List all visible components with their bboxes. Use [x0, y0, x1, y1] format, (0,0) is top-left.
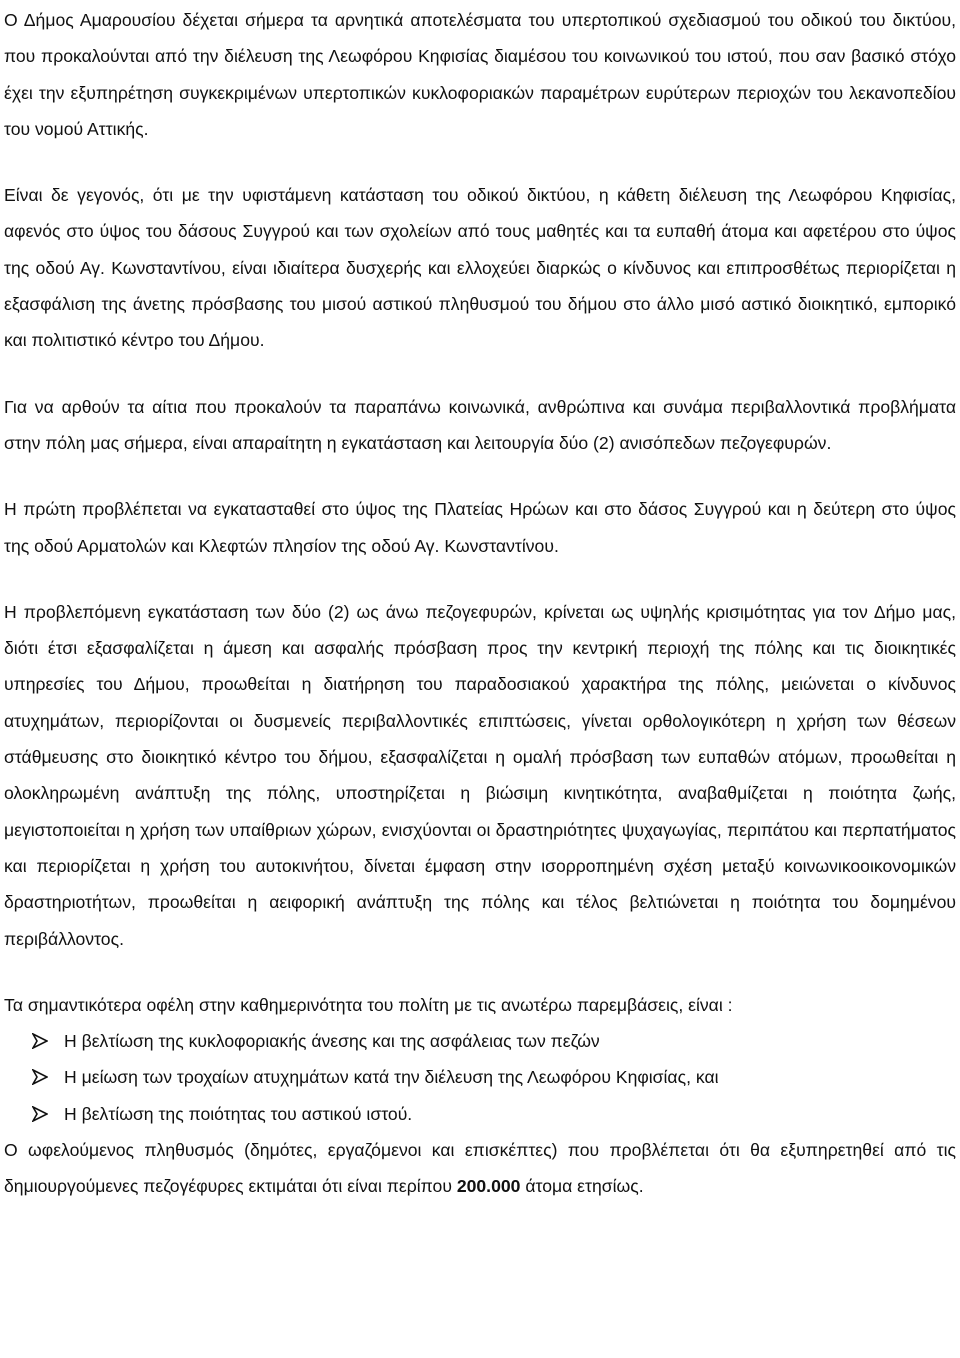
- paragraph-3: Για να αρθούν τα αίτια που προκαλούν τα παραπάνω κοινωνικά, ανθρώπινα και συνάμα περιβαλλοντικά προβλήματα στην πόλη μας σήμερα, είναι απαραίτητη η εγκατάσταση και λειτουργία δύο (2) ανισόπεδων πεζογεφυρών.: [4, 396, 956, 453]
- paragraph-4: Η πρώτη προβλέπεται να εγκατασταθεί στο ύψος της Πλατείας Ηρώων και στο δάσος Συγγρού και η δεύτερη στο ύψος της οδού Αρματολών και Κλεφτών πλησίον της οδού Αγ. Κωνσταντίνου.: [4, 499, 956, 556]
- list-item-text: Η βελτίωση της ποιότητας του αστικού ιστού.: [64, 1103, 413, 1124]
- paragraph-5: Η προβλεπόμενη εγκατάσταση των δύο (2) ως άνω πεζογεφυρών, κρίνεται ως υψηλής κρισιμότητας για τον Δήμο μας, διότι έτσι εξασφαλίζεται η άμεση και ασφαλής πρόσβαση προς την κεντρική περιοχή της πόλης και τις διοικητικές υπηρεσίες του Δήμου, προωθείται η διατήρηση του παραδοσιακού χαρακτήρα της πόλης, μειώνεται ο κίνδυνος ατυχημάτων, περιορίζονται οι δυσμενείς περιβαλλοντικές επιπτώσεις, γίνεται ορθολογικότερη η χρήση των θέσεων στάθμευσης στο διοικητικό κέντρο του δήμου, εξασφαλίζεται η ομαλή πρόσβαση των ευπαθών ατόμων, προωθείται η ολοκληρωμένη ανάπτυξη της πόλης, υποστηρίζεται η βιώσιμη κινητικότητα, αναβαθμίζεται η ποιότητα ζωής, μεγιστοποιείται η χρήση των υπαίθριων χώρων, ενισχύονται οι δραστηριότητες ψυχαγωγίας, περιπάτου και περπατήματος και περιορίζεται η χρήση του αυτοκινήτου, δίνεται έμφαση στην ισορροπημένη σχέση μεταξύ κοινωνικοοικονομικών δραστηριοτήτων, προωθείται η αειφορική ανάπτυξη της πόλης και τέλος βελτιώνεται η ποιότητα του δομημένου περιβάλλοντος.: [4, 601, 956, 949]
- benefits-list: [4, 1023, 956, 1132]
- closing-text-before: Ο ωφελούμενος πληθυσμός (δημότες, εργαζόμενοι και επισκέπτες) που προβλέπεται ότι θα εξυπηρετηθεί από τις δημιουργούμενες πεζογέφυρες εκτιμάται ότι είναι περίπου: [4, 1140, 956, 1197]
- arrowhead-bullet-icon: [32, 1106, 48, 1122]
- paragraph-1: Ο Δήμος Αμαρουσίου δέχεται σήμερα τα αρνητικά αποτελέσματα του υπερτοπικού σχεδιασμού του οδικού του δικτύου, που προκαλούνται από την διέλευση της Λεωφόρου Κηφισίας διαμέσου του κοινωνικού του ιστού, που σαν βασικό στόχο έχει την εξυπηρέτηση συγκεκριμένων υπερτοπικών κυκλοφοριακών παραμέτρων ευρύτερων περιοχών του λεκανοπεδίου του νομού Αττικής.: [4, 10, 956, 139]
- arrowhead-bullet-icon: [32, 1033, 48, 1049]
- list-item: [4, 1059, 956, 1095]
- paragraph-closing: [4, 1132, 956, 1205]
- paragraph-2: Είναι δε γεγονός, ότι με την υφιστάμενη κατάσταση του οδικού δικτύου, η κάθετη διέλευση της Λεωφόρου Κηφισίας, αφενός στο ύψος του δάσους Συγγρού και των σχολείων από τους μαθητές και τα ευπαθή άτομα και αφετέρου στο ύψος της οδού Αγ. Κωνσταντίνου, είναι ιδιαίτερα δυσχερής και ελλοχεύει διαρκώς ο κίνδυνος και επιπροσθέτως περιορίζεται η εξασφάλιση της άνετης πρόσβασης του μισού αστικού πληθυσμού του δήμου στο άλλο μισό αστικό διοικητικό, εμπορικό και πολιτιστικό κέντρο του Δήμου.: [4, 185, 956, 351]
- closing-text-after: άτομα ετησίως.: [520, 1176, 644, 1197]
- list-item: [4, 1096, 956, 1132]
- paragraph-benefits-intro: Τα σημαντικότερα οφέλη στην καθημερινότητα του πολίτη με τις ανωτέρω παρεμβάσεις, είναι :: [4, 994, 733, 1015]
- list-item-text: Η μείωση των τροχαίων ατυχημάτων κατά την διέλευση της Λεωφόρου Κηφισίας, και: [64, 1067, 719, 1088]
- arrowhead-bullet-icon: [32, 1069, 48, 1085]
- list-item: [4, 1023, 956, 1059]
- list-item-text: Η βελτίωση της κυκλοφοριακής άνεσης και της ασφάλειας των πεζών: [64, 1031, 600, 1052]
- beneficiaries-count: 200.000: [456, 1176, 521, 1197]
